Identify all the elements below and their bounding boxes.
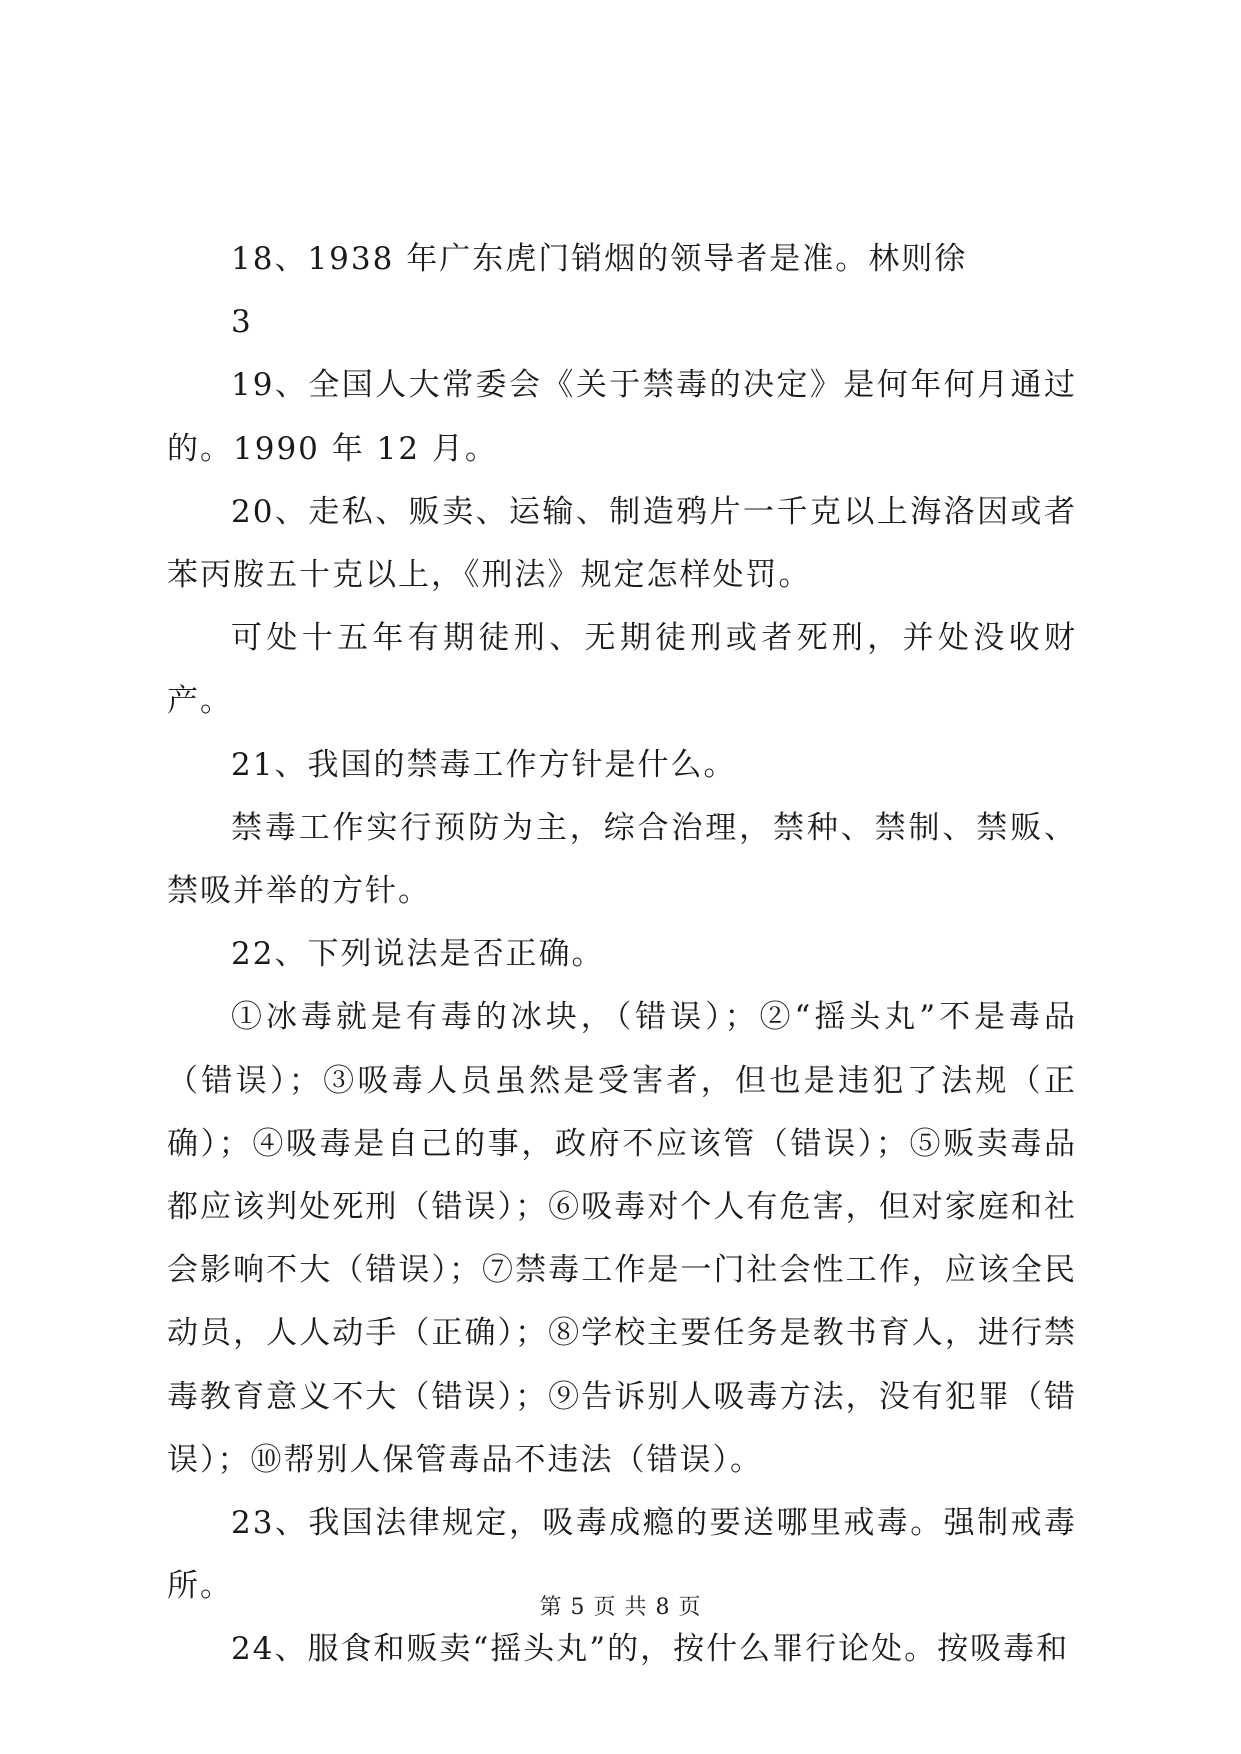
paragraph-q23: 23、我国法律规定，吸毒成瘾的要送哪里戒毒。强制戒毒所。 <box>167 1505 1077 1605</box>
document-body <box>167 228 1077 1682</box>
paragraph-q20-answer: 可处十五年有期徒刑、无期徒刑或者死刑，并处没收财产。 <box>167 620 1077 720</box>
paragraph-q24: 24、服食和贩卖“摇头丸”的，按什么罪行论处。按吸毒和 <box>231 1631 1070 1668</box>
page-footer <box>0 1590 1241 1621</box>
paragraph-q21-answer: 禁毒工作实行预防为主，综合治理，禁种、禁制、禁贩、禁吸并举的方针。 <box>167 809 1077 910</box>
paragraph-q19: 19、全国人大常委会《关于禁毒的决定》是何年何月通过的。1990 年 12 月。 <box>167 367 1077 467</box>
paragraph-q18: 18、1938 年广东虎门销烟的领导者是准。林则徐 <box>231 241 968 277</box>
page-number-label: 第 5 页 共 8 页 <box>539 1595 702 1620</box>
paragraph-page-number-fragment: 3 <box>231 304 253 341</box>
paragraph-q21: 21、我国的禁毒工作方针是什么。 <box>231 746 737 783</box>
paragraph-q22: 22、下列说法是否正确。 <box>231 936 605 973</box>
paragraph-q20: 20、走私、贩卖、运输、制造鸦片一千克以上海洛因或者苯丙胺五十克以上，《刑法》规定怎样处罚。 <box>167 493 1077 594</box>
paragraph-q22-answer: ①冰毒就是有毒的冰块，（错误）；②“摇头丸”不是毒品（错误）；③吸毒人员虽然是受害者，但也是违犯了法规（正确）；④吸毒是自己的事，政府不应该管（错误）；⑤贩卖毒品都应该判处死刑（错误）；⑥吸毒对个人有危害，但对家庭和社会影响不大（错误）；⑦禁毒工作是一门社会性工作，应该全民动员，人人动手（正确）；⑧学校主要任务是教书育人，进行禁毒教育意义不大（错误）；⑨告诉别人吸毒方法，没有犯罪（错误）；⑩帮别人保管毒品不违法（错误）。 <box>167 999 1077 1478</box>
